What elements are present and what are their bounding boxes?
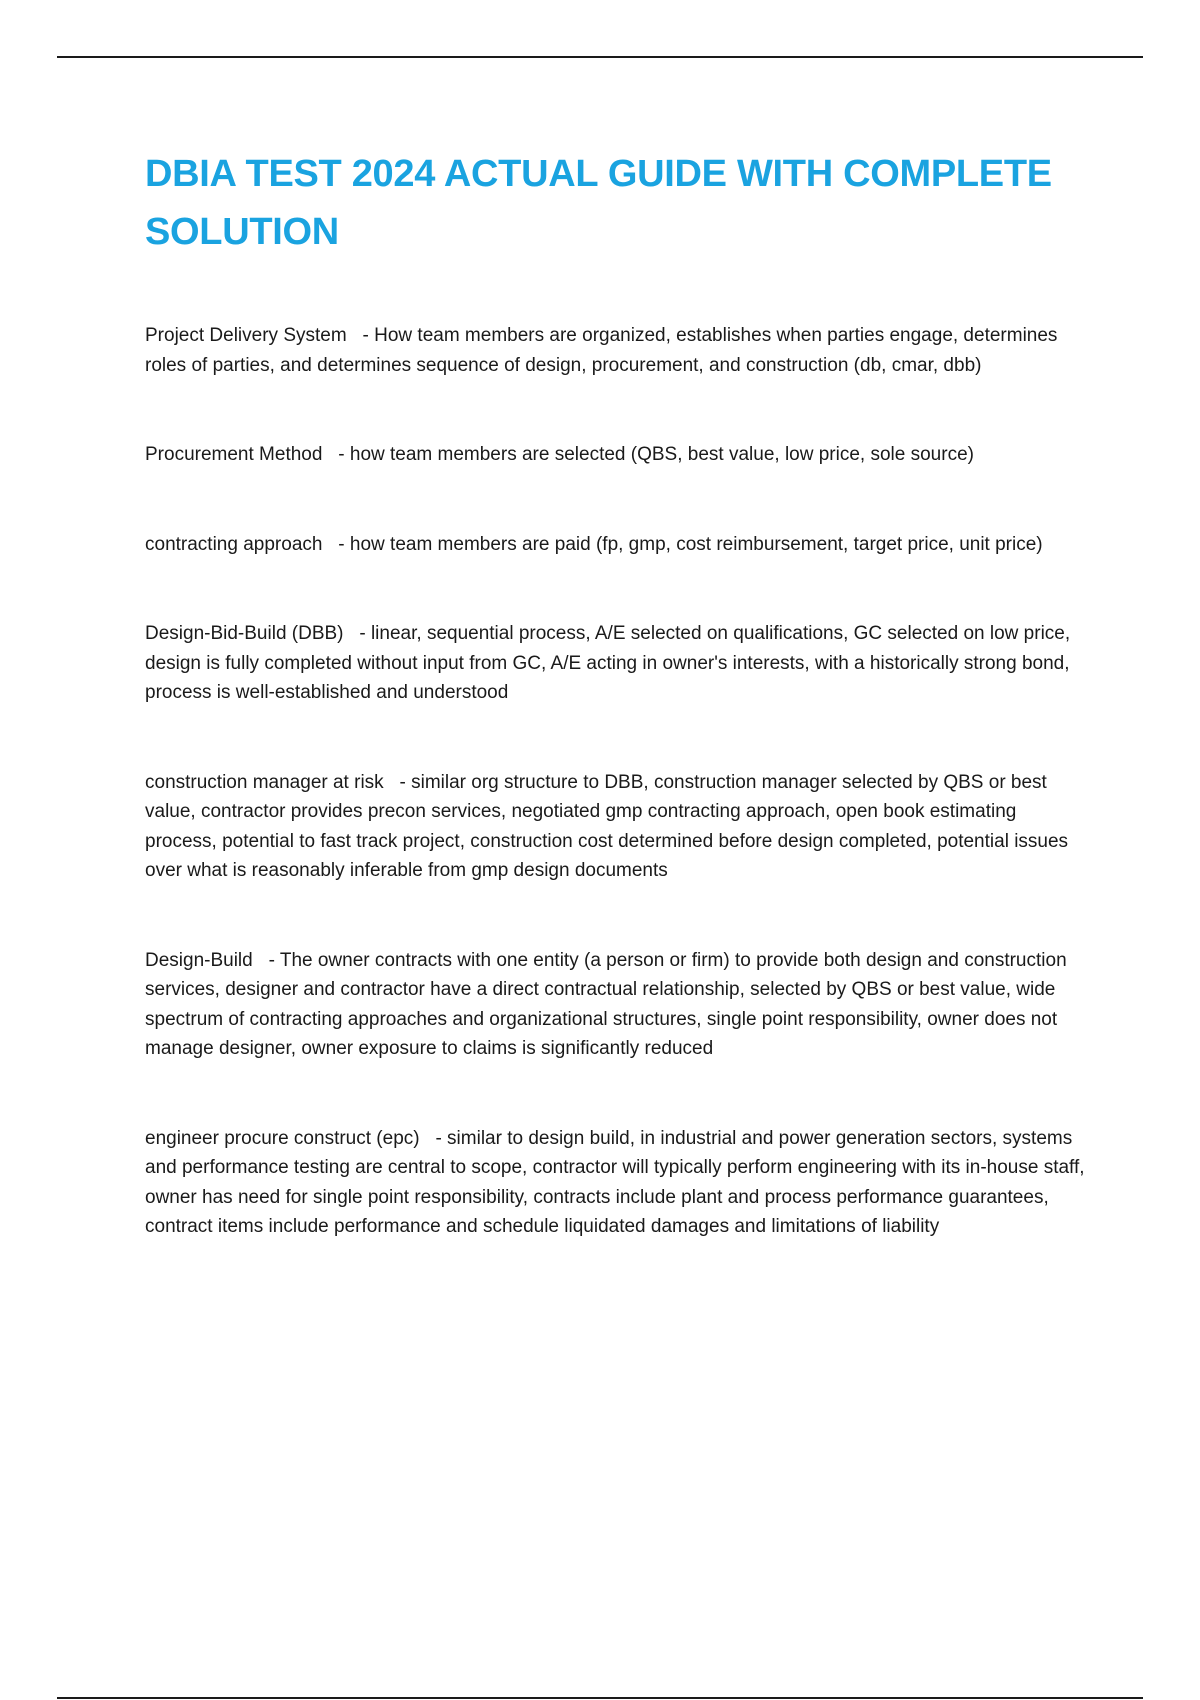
- entry-definition: - linear, sequential process, A/E selected on qualifications, GC selected on low price, design is fully completed without input from GC, A/E acting in owner's interests, with a historically strong bond, process is well-established and understood: [145, 623, 1071, 703]
- entry-term: Project Delivery System: [145, 325, 347, 346]
- entry-design-bid-build: [145, 619, 1085, 708]
- entry-term: Design-Build: [145, 949, 253, 971]
- bottom-rule: [57, 1697, 1143, 1699]
- top-rule: [57, 56, 1143, 58]
- document-title: DBIA TEST 2024 ACTUAL GUIDE WITH COMPLETE SOLUTION: [145, 153, 1052, 253]
- entry-procurement-method: [145, 440, 1085, 470]
- entry-definition: - how team members are paid (fp, gmp, cost reimbursement, target price, unit price): [338, 533, 1043, 555]
- entry-construction-manager-at-risk: [145, 768, 1085, 886]
- entry-design-build: [145, 946, 1085, 1064]
- entry-list: [145, 321, 1085, 1242]
- entry-definition: - how team members are selected (QBS, best value, low price, sole source): [338, 444, 974, 465]
- entry-term: contracting approach: [145, 533, 323, 555]
- document-body: [145, 145, 1085, 1302]
- entry-term: Design-Bid-Build (DBB): [145, 623, 344, 644]
- entry-term: Procurement Method: [145, 444, 323, 465]
- entry-term: construction manager at risk: [145, 771, 384, 793]
- entry-definition: - The owner contracts with one entity (a person or firm) to provide both design and construction services, designer and contractor have a direct contractual relationship, selected by QBS or best value, wide spectrum of contracting approaches and organizational structures, single point responsibility, owner does not manage designer, owner exposure to claims is significantly reduced: [145, 949, 1067, 1059]
- entry-definition: - similar org structure to DBB, construction manager selected by QBS or best value, contractor provides precon services, negotiated gmp contracting approach, open book estimating process, potential to fast track project, construction cost determined before design completed, potential issues over what is reasonably inferable from gmp design documents: [145, 771, 1069, 881]
- entry-project-delivery-system: [145, 321, 1085, 380]
- entry-engineer-procure-construct: [145, 1124, 1085, 1242]
- entry-definition: - How team members are organized, establishes when parties engage, determines roles of parties, and determines sequence of design, procurement, and construction (db, cmar, dbb): [145, 325, 1058, 376]
- entry-term: engineer procure construct (epc): [145, 1127, 420, 1149]
- entry-definition: - similar to design build, in industrial and power generation sectors, systems and performance testing are central to scope, contractor will typically perform engineering with its in-house staff, owner has need for single point responsibility, contracts include plant and process performance guarantees, contract items include performance and schedule liquidated damages and limitations of liability: [145, 1127, 1085, 1237]
- entry-contracting-approach: [145, 530, 1085, 560]
